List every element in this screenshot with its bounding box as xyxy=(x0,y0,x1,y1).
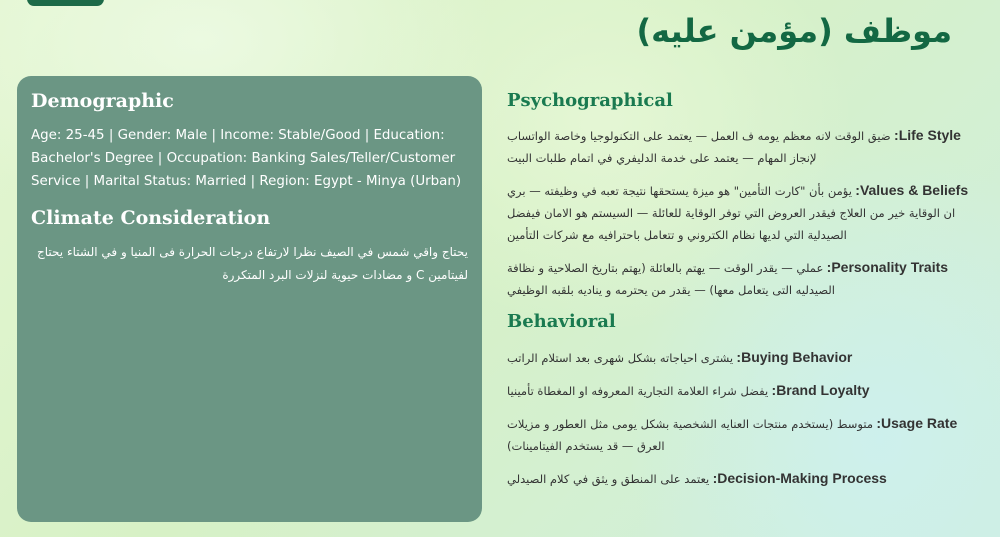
attribute-label: Buying Behavior: xyxy=(736,349,853,365)
segmentation-details xyxy=(507,90,977,500)
climate-text: يحتاج واقي شمس في الصيف نظرا لارتفاع درجات الحرارة فى المنيا و في الشتاء يحتاج لفيتامين C و مضادات حيوية لنزلات البرد المتكررة xyxy=(37,245,468,282)
attribute-usage-rate xyxy=(507,412,977,457)
attribute-label: Values & Beliefs: xyxy=(855,182,969,198)
attribute-label: Brand Loyalty: xyxy=(771,382,870,398)
demographic-card xyxy=(17,76,482,522)
attribute-buying-behavior xyxy=(507,346,977,369)
attribute-value: يفضل شراء العلامة التجارية المعروفه او المغطاة تأمينيا xyxy=(507,384,769,398)
attribute-decision-making xyxy=(507,467,977,490)
climate-heading: Climate Consideration xyxy=(31,207,271,229)
attribute-value: يعتمد على المنطق و يثق في كلام الصيدلي xyxy=(507,472,710,486)
attribute-label: Usage Rate: xyxy=(876,415,958,431)
behavioral-heading: Behavioral xyxy=(507,311,616,332)
top-nav-tab[interactable] xyxy=(27,0,104,6)
page-title: موظف (مؤمن عليه) xyxy=(636,12,952,50)
attribute-value: يؤمن بأن "كارت التأمين" هو ميزة يستحقها نتيجة تعبه في وظيفته — بري ان الوقاية خير من العلاج فيقدر العروض التي توفر الوقاية للعائلة — السيستم هو الامان فيفضل الصيدلية التي لديها نظام الكتروني و تتعامل باحترافيه مع شركات التأمين xyxy=(507,184,956,242)
attribute-personality-traits xyxy=(507,256,977,301)
psychographical-heading: Psychographical xyxy=(507,90,673,111)
demographic-text: Age: 25-45 | Gender: Male | Income: Stable/Good | Education: Bachelor's Degree | Occupation: Banking Sales/Teller/Customer Service | Marital Status: Married | Region: Egypt - Minya (Urban) xyxy=(31,128,462,189)
attribute-label: Life Style: xyxy=(894,127,961,143)
attribute-brand-loyalty xyxy=(507,379,977,402)
attribute-value: متوسط (يستخدم منتجات العنايه الشخصية بشكل يومى مثل العطور و مزيلات العرق — قد يستخدم الفيتامينات) xyxy=(507,417,873,453)
demographic-heading: Demographic xyxy=(31,90,174,112)
attribute-values-beliefs xyxy=(507,179,977,246)
attribute-life-style xyxy=(507,124,977,169)
attribute-label: Decision-Making Process: xyxy=(712,470,887,486)
attribute-label: Personality Traits: xyxy=(826,259,949,275)
attribute-value: ضيق الوقت لانه معظم يومه ف العمل — يعتمد على التكنولوجيا وخاصة الواتساب لإنجاز المهام — يعتمد على خدمة الدليفري في اتمام طلبات البيت xyxy=(507,129,891,165)
attribute-value: عملي — يقدر الوقت — يهتم بالعائلة (يهتم بتاريخ الصلاحية و نظافة الصيدليه التى يتعامل معها) — يقدر من يحترمه و يناديه بلقبه الوظيفي xyxy=(507,261,836,297)
attribute-value: يشترى احياجاته بشكل شهرى بعد استلام الراتب xyxy=(507,351,734,365)
